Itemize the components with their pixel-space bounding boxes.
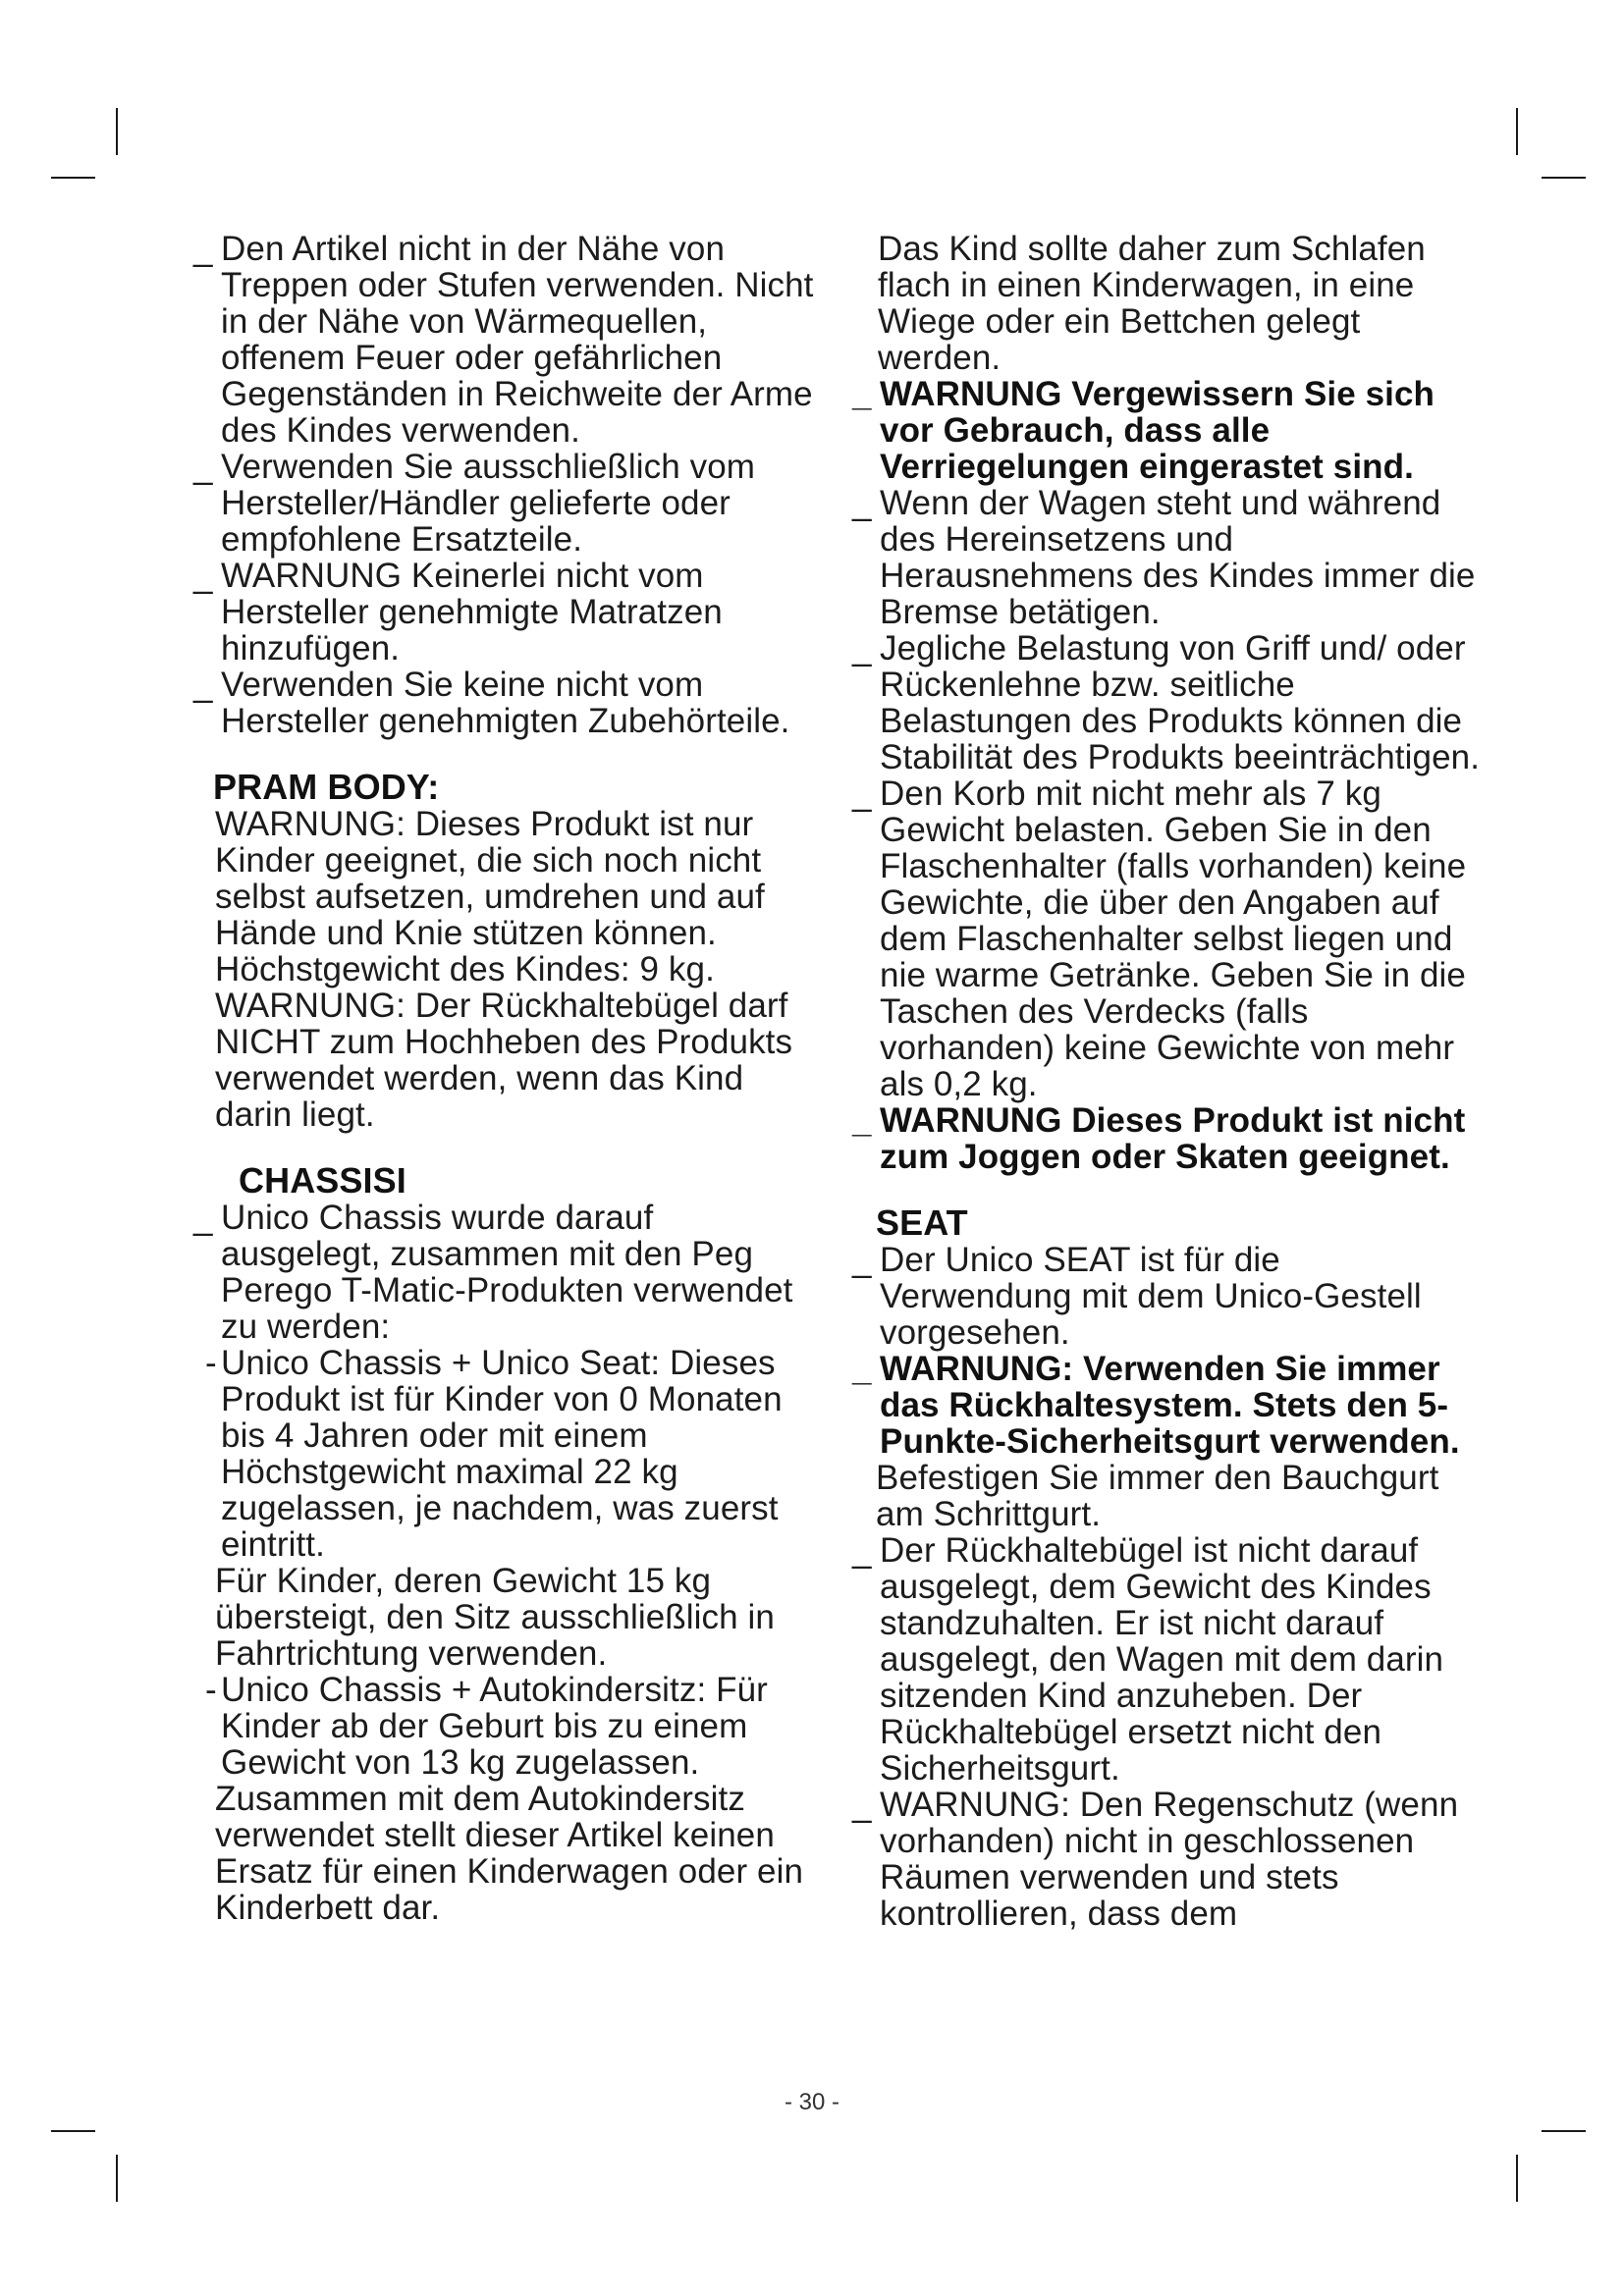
bullet-dash: _	[852, 629, 872, 667]
crop-mark-top-right-vertical	[1516, 108, 1518, 155]
crop-mark-bottom-left-vertical	[116, 2155, 118, 2202]
sub-list-item-text: Unico Chassis + Unico Seat: Dieses Produkt ist für Kinder von 0 Monaten bis 4 Jahren oder mit einem Höchstgewicht maximal 22 kg zugelassen, je nachdem, was zuerst eintritt.	[221, 1344, 783, 1564]
bullet-dash: _	[852, 484, 872, 522]
paragraph: Für Kinder, deren Gewicht 15 kg übersteigt, den Sitz ausschließlich in Fahrtrichtung verwenden.	[215, 1562, 775, 1673]
list-item-text: WARNUNG: Verwenden Sie immer das Rückhaltesystem. Stets den 5-Punkte-Sicherheitsgurt verwenden.	[880, 1350, 1460, 1461]
bullet-dash: _	[852, 774, 872, 813]
crop-mark-top-right-horizontal	[1542, 177, 1586, 179]
crop-mark-bottom-right-vertical	[1516, 2155, 1518, 2202]
section-heading-pram-body: PRAM BODY:	[213, 767, 440, 807]
bullet-hyphen: -	[205, 1671, 217, 1709]
crop-mark-top-left-horizontal	[51, 177, 95, 179]
list-item	[193, 231, 822, 449]
list-item-text: Verwenden Sie ausschließlich vom Hersteller/Händler gelieferte oder empfohlene Ersatzteile.	[221, 448, 756, 559]
list-item-text: Der Unico SEAT ist für die Verwendung mit dem Unico-Gestell vorgesehen.	[880, 1241, 1422, 1352]
warning-paragraph: WARNUNG: Der Rückhaltebügel darf NICHT zum Hochheben des Produkts verwendet werden, wenn das Kind darin liegt.	[215, 987, 793, 1134]
warning-paragraph: WARNUNG: Dieses Produkt ist nur Kinder geeignet, die sich noch nicht selbst aufsetzen, umdrehen und auf Hände und Knie stützen können. Höchstgewicht des Kindes: 9 kg.	[215, 805, 765, 988]
list-item-text: WARNUNG: Den Regenschutz (wenn vorhanden) nicht in geschlossenen Räumen verwenden und stets kontrollieren, dass dem	[880, 1786, 1459, 1933]
section-heading-seat: SEAT	[876, 1202, 968, 1243]
list-item	[852, 485, 1481, 630]
warning-list-item	[852, 376, 1481, 485]
list-item-text: Der Rückhaltebügel ist nicht darauf ausgelegt, dem Gewicht des Kindes standzuhalten. Er ist nicht darauf ausgelegt, den Wagen mit dem darin sitzenden Kind anzuheben. Der Rückhaltebügel ersetzt nicht den Sicherheitsgurt.	[880, 1531, 1444, 1788]
bullet-dash: _	[193, 230, 213, 268]
list-item-text: Den Artikel nicht in der Nähe von Treppen oder Stufen verwenden. Nicht in der Nähe von Wärmequellen, offenem Feuer oder gefährlichen Gegenständen in Reichweite der Arme des Kindes verwenden.	[221, 230, 814, 450]
crop-mark-bottom-left-horizontal	[51, 2130, 95, 2132]
list-item-text: WARNUNG Vergewissern Sie sich vor Gebrauch, dass alle Verriegelungen eingerastet sind.	[880, 375, 1435, 486]
bullet-hyphen: -	[205, 1344, 217, 1382]
left-column	[193, 231, 822, 1926]
warning-list-item	[852, 1351, 1481, 1460]
section-heading-chassis: CHASSISI	[239, 1160, 406, 1201]
list-item	[852, 1532, 1481, 1787]
list-item	[852, 630, 1481, 775]
bullet-dash: _	[852, 1531, 872, 1570]
list-item-text: Unico Chassis wurde darauf ausgelegt, zusammen mit den Peg Perego T-Matic-Produkten verwendet zu werden:	[221, 1199, 793, 1346]
list-item-text: WARNUNG Keinerlei nicht vom Hersteller genehmigte Matratzen hinzufügen.	[221, 557, 723, 667]
paragraph: Zusammen mit dem Autokindersitz verwendet stellt dieser Artikel keinen Ersatz für einen Kinderwagen oder ein Kinderbett dar.	[215, 1780, 804, 1927]
crop-mark-bottom-right-horizontal	[1542, 2130, 1586, 2132]
list-item	[193, 667, 822, 739]
bullet-dash: _	[193, 448, 213, 486]
bullet-dash: _	[193, 666, 213, 704]
list-item	[852, 775, 1481, 1102]
continued-paragraph: Das Kind sollte daher zum Schlafen flach in einen Kinderwagen, in eine Wiege oder ein Bettchen gelegt werden.	[878, 230, 1426, 377]
list-item	[193, 1200, 822, 1345]
bullet-dash: _	[852, 1786, 872, 1824]
page-number: - 30 -	[784, 2089, 839, 2115]
bullet-dash: _	[852, 1241, 872, 1279]
list-item-text: Den Korb mit nicht mehr als 7 kg Gewicht belasten. Geben Sie in den Flaschenhalter (falls vorhanden) keine Gewichte, die über den Angaben auf dem Flaschenhalter selbst liegen und nie warme Getränke. Geben Sie in die Taschen des Verdecks (falls vorhanden) keine Gewichte von mehr als 0,2 kg.	[880, 774, 1467, 1103]
list-item-text: WARNUNG Dieses Produkt ist nicht zum Joggen oder Skaten geeignet.	[880, 1101, 1466, 1176]
list-item	[193, 449, 822, 558]
list-item	[193, 558, 822, 667]
bullet-dash: _	[193, 1199, 213, 1237]
warning-list-item	[852, 1102, 1481, 1175]
bullet-dash: _	[852, 1350, 872, 1388]
sub-list-item	[193, 1672, 822, 1781]
paragraph: Befestigen Sie immer den Bauchgurt am Schrittgurt.	[876, 1459, 1439, 1533]
sub-list-item-text: Unico Chassis + Autokindersitz: Für Kinder ab der Geburt bis zu einem Gewicht von 13 kg zugelassen.	[221, 1671, 768, 1782]
list-item	[852, 1787, 1481, 1932]
right-column	[852, 231, 1481, 1932]
list-item-text: Jegliche Belastung von Griff und/ oder Rückenlehne bzw. seitliche Belastungen des Produkts können die Stabilität des Produkts beeinträchtigen.	[880, 629, 1481, 776]
list-item-text: Wenn der Wagen steht und während des Hereinsetzens und Herausnehmens des Kindes immer die Bremse betätigen.	[880, 484, 1476, 631]
bullet-dash: _	[193, 557, 213, 595]
bullet-dash: _	[852, 1101, 872, 1140]
sub-list-item	[193, 1345, 822, 1563]
bullet-dash: _	[852, 375, 872, 413]
crop-mark-top-left-vertical	[116, 108, 118, 155]
list-item-text: Verwenden Sie keine nicht vom Hersteller genehmigten Zubehörteile.	[221, 666, 790, 740]
list-item	[852, 1242, 1481, 1351]
